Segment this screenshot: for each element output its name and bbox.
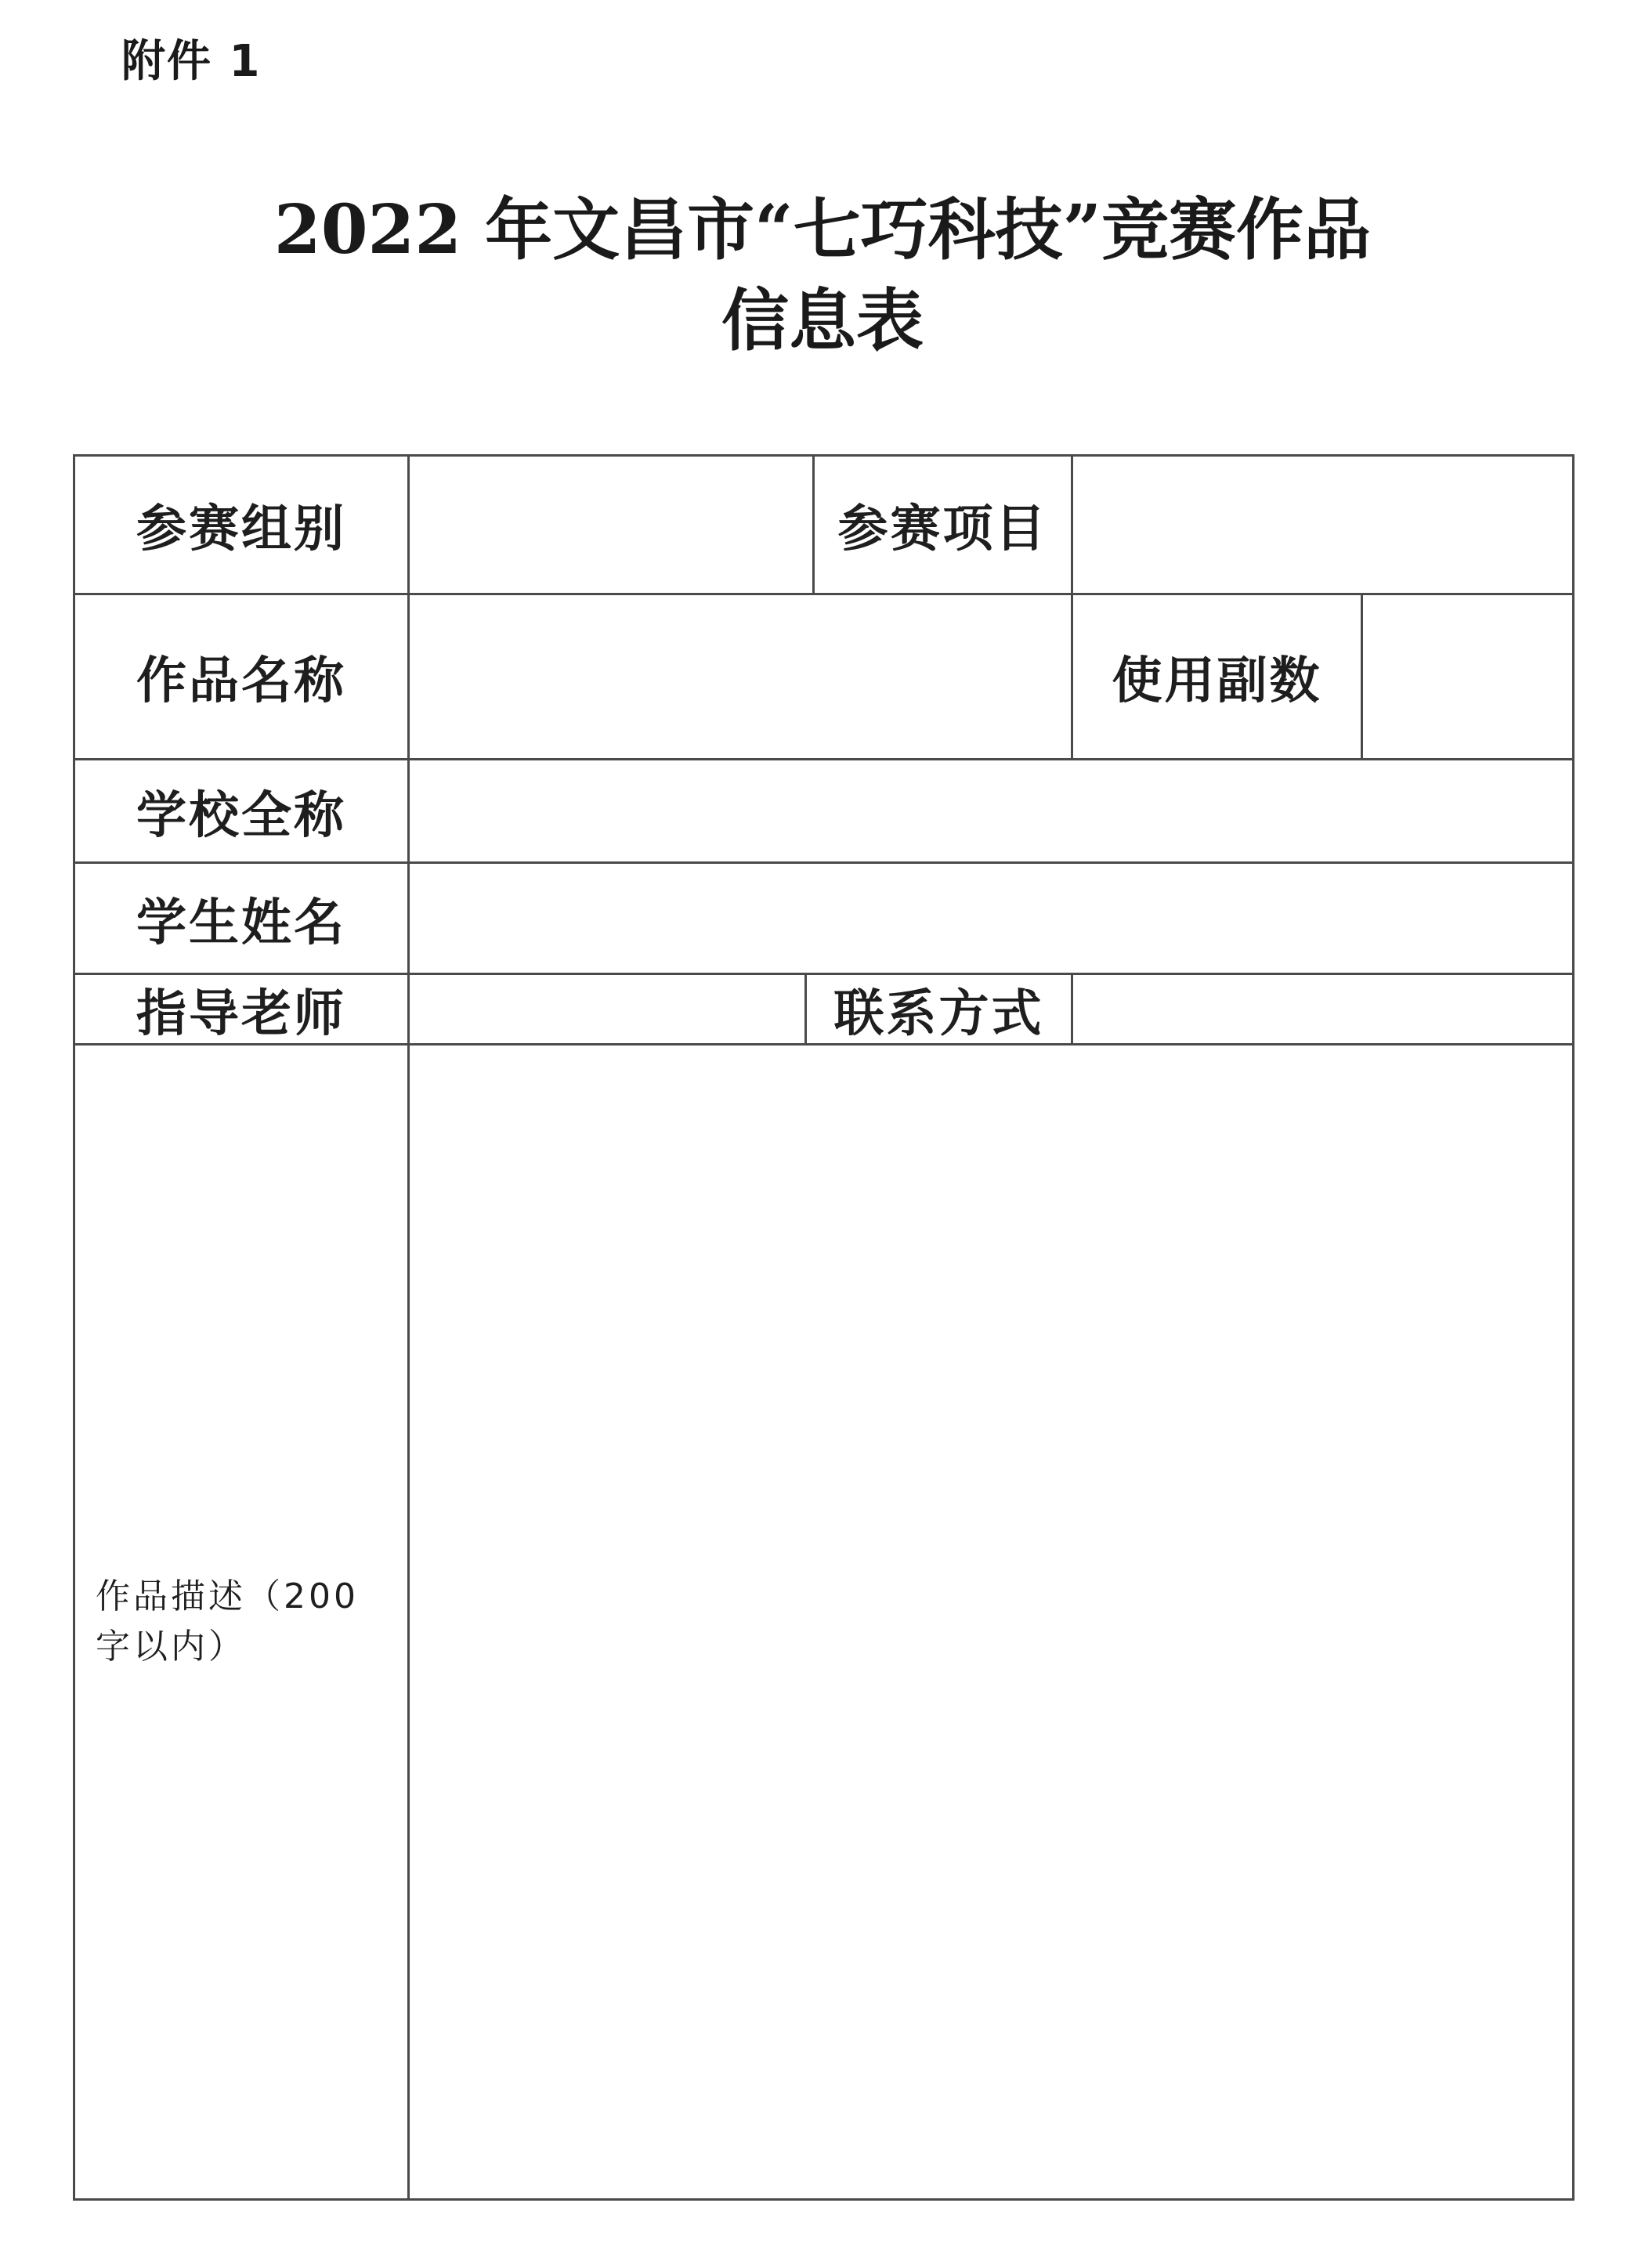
page-title-line-1: 2022 年文昌市“七巧科技”竞赛作品 xyxy=(273,190,1372,269)
contact-label: 联系方式 xyxy=(804,973,1073,1046)
work-name-field[interactable] xyxy=(407,593,1073,760)
contact-field[interactable] xyxy=(1071,973,1574,1046)
attachment-label: 附件 1 xyxy=(121,36,262,87)
project-field[interactable] xyxy=(1071,454,1574,595)
description-field[interactable] xyxy=(407,1043,1574,2201)
page-title-line-2: 信息表 xyxy=(721,281,924,360)
work-name-label: 作品名称 xyxy=(73,593,410,760)
student-label: 学生姓名 xyxy=(73,861,410,975)
info-form-table xyxy=(73,454,1574,2201)
copies-field[interactable] xyxy=(1361,593,1574,760)
group-label: 参赛组别 xyxy=(73,454,410,595)
school-label: 学校全称 xyxy=(73,758,410,864)
project-label: 参赛项目 xyxy=(812,454,1073,595)
student-field[interactable] xyxy=(407,861,1574,975)
group-field[interactable] xyxy=(407,454,815,595)
description-label: 作品描述（200 字以内） xyxy=(73,1043,410,2201)
copies-label: 使用副数 xyxy=(1071,593,1363,760)
teacher-field[interactable] xyxy=(407,973,807,1046)
school-field[interactable] xyxy=(407,758,1574,864)
teacher-label: 指导老师 xyxy=(73,973,410,1046)
